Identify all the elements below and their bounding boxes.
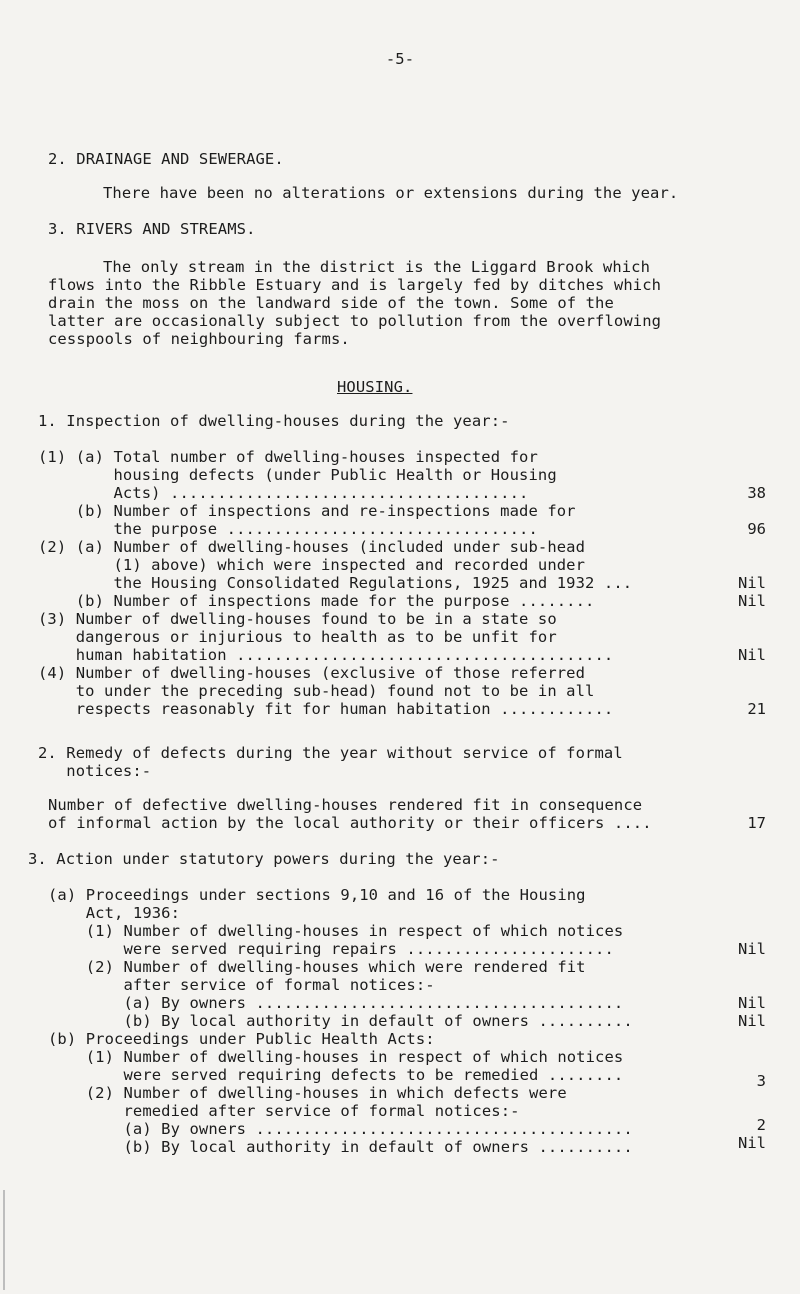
section-3-title: 3. Action under statutory powers during the year:- bbox=[28, 850, 500, 868]
row-4-value: 21 bbox=[747, 700, 766, 718]
row-1a-line: housing defects (under Public Health or Housing bbox=[38, 466, 557, 484]
section-3a1-line: (1) Number of dwelling-houses in respect of which notices bbox=[48, 922, 624, 940]
row-2a-line: (1) above) which were inspected and recorded under bbox=[38, 556, 586, 574]
row-1a-line: (1) (a) Total number of dwelling-houses inspected for bbox=[38, 448, 538, 466]
section-3b2a-value: 2 bbox=[756, 1116, 766, 1134]
section-3b2-line: (2) Number of dwelling-houses in which defects were bbox=[48, 1084, 567, 1102]
section-2-title: notices:- bbox=[38, 762, 152, 780]
section-2-line: Number of defective dwelling-houses rendered fit in consequence bbox=[48, 796, 643, 814]
section-3b2b-value: Nil bbox=[738, 1134, 766, 1152]
section-3b2-line: remedied after service of formal notices:- bbox=[48, 1102, 520, 1120]
section-3a-line: (a) Proceedings under sections 9,10 and 16 of the Housing bbox=[48, 886, 586, 904]
drainage-heading: 2. DRAINAGE AND SEWERAGE. bbox=[48, 150, 284, 168]
rivers-line: cesspools of neighbouring farms. bbox=[48, 330, 350, 348]
rivers-line: drain the moss on the landward side of the town. Some of the bbox=[48, 294, 614, 312]
row-3-line: human habitation ........................................ bbox=[38, 646, 614, 664]
row-4-line: (4) Number of dwelling-houses (exclusive of those referred bbox=[38, 664, 586, 682]
section-2-line: of informal action by the local authority or their officers .... bbox=[48, 814, 652, 832]
section-3b2b-line: (b) By local authority in default of owners .......... bbox=[48, 1138, 633, 1156]
section-3b-line: (b) Proceedings under Public Health Acts: bbox=[48, 1030, 435, 1048]
section-3b1-line: were served requiring defects to be remedied ........ bbox=[48, 1066, 624, 1084]
row-2b-line: (b) Number of inspections made for the purpose ........ bbox=[38, 592, 595, 610]
row-4-line: respects reasonably fit for human habitation ............ bbox=[38, 700, 614, 718]
section-3a2-line: (2) Number of dwelling-houses which were rendered fit bbox=[48, 958, 586, 976]
scan-margin-mark bbox=[3, 1190, 5, 1290]
section-3a2-line: after service of formal notices:- bbox=[48, 976, 435, 994]
section-3a-line: Act, 1936: bbox=[48, 904, 181, 922]
page-number: -5- bbox=[385, 50, 415, 68]
section-2-title: 2. Remedy of defects during the year without service of formal bbox=[38, 744, 623, 762]
row-1b-value: 96 bbox=[747, 520, 766, 538]
section-3b1-line: (1) Number of dwelling-houses in respect of which notices bbox=[48, 1048, 624, 1066]
section-3a2b-line: (b) By local authority in default of owners .......... bbox=[48, 1012, 633, 1030]
section-3a2a-value: Nil bbox=[738, 994, 766, 1012]
row-4-line: to under the preceding sub-head) found not to be in all bbox=[38, 682, 595, 700]
row-2a-value: Nil bbox=[738, 574, 766, 592]
drainage-text: There have been no alterations or extensions during the year. bbox=[103, 184, 679, 202]
row-2a-line: (2) (a) Number of dwelling-houses (included under sub-head bbox=[38, 538, 586, 556]
row-2b-value: Nil bbox=[738, 592, 766, 610]
section-3a1-value: Nil bbox=[738, 940, 766, 958]
housing-heading: HOUSING. bbox=[337, 378, 413, 396]
section-3a2a-line: (a) By owners ....................................... bbox=[48, 994, 624, 1012]
section-3a2b-value: Nil bbox=[738, 1012, 766, 1030]
row-3-line: dangerous or injurious to health as to be unfit for bbox=[38, 628, 557, 646]
section-1-title: 1. Inspection of dwelling-houses during the year:- bbox=[38, 412, 510, 430]
row-3-value: Nil bbox=[738, 646, 766, 664]
section-3a1-line: were served requiring repairs ...................... bbox=[48, 940, 614, 958]
rivers-line: latter are occasionally subject to pollution from the overflowing bbox=[48, 312, 662, 330]
row-1b-line: (b) Number of inspections and re-inspections made for bbox=[38, 502, 576, 520]
section-3b2a-line: (a) By owners ........................................ bbox=[48, 1120, 633, 1138]
row-2a-line: the Housing Consolidated Regulations, 1925 and 1932 ... bbox=[38, 574, 633, 592]
row-1a-line: Acts) ...................................... bbox=[38, 484, 529, 502]
rivers-heading: 3. RIVERS AND STREAMS. bbox=[48, 220, 256, 238]
section-2-value: 17 bbox=[747, 814, 766, 832]
row-1b-line: the purpose ................................. bbox=[38, 520, 538, 538]
rivers-line: flows into the Ribble Estuary and is largely fed by ditches which bbox=[48, 276, 662, 294]
row-1a-value: 38 bbox=[747, 484, 766, 502]
row-3-line: (3) Number of dwelling-houses found to be in a state so bbox=[38, 610, 557, 628]
section-3b1-value: 3 bbox=[756, 1072, 766, 1090]
rivers-line: The only stream in the district is the Liggard Brook which bbox=[103, 258, 651, 276]
